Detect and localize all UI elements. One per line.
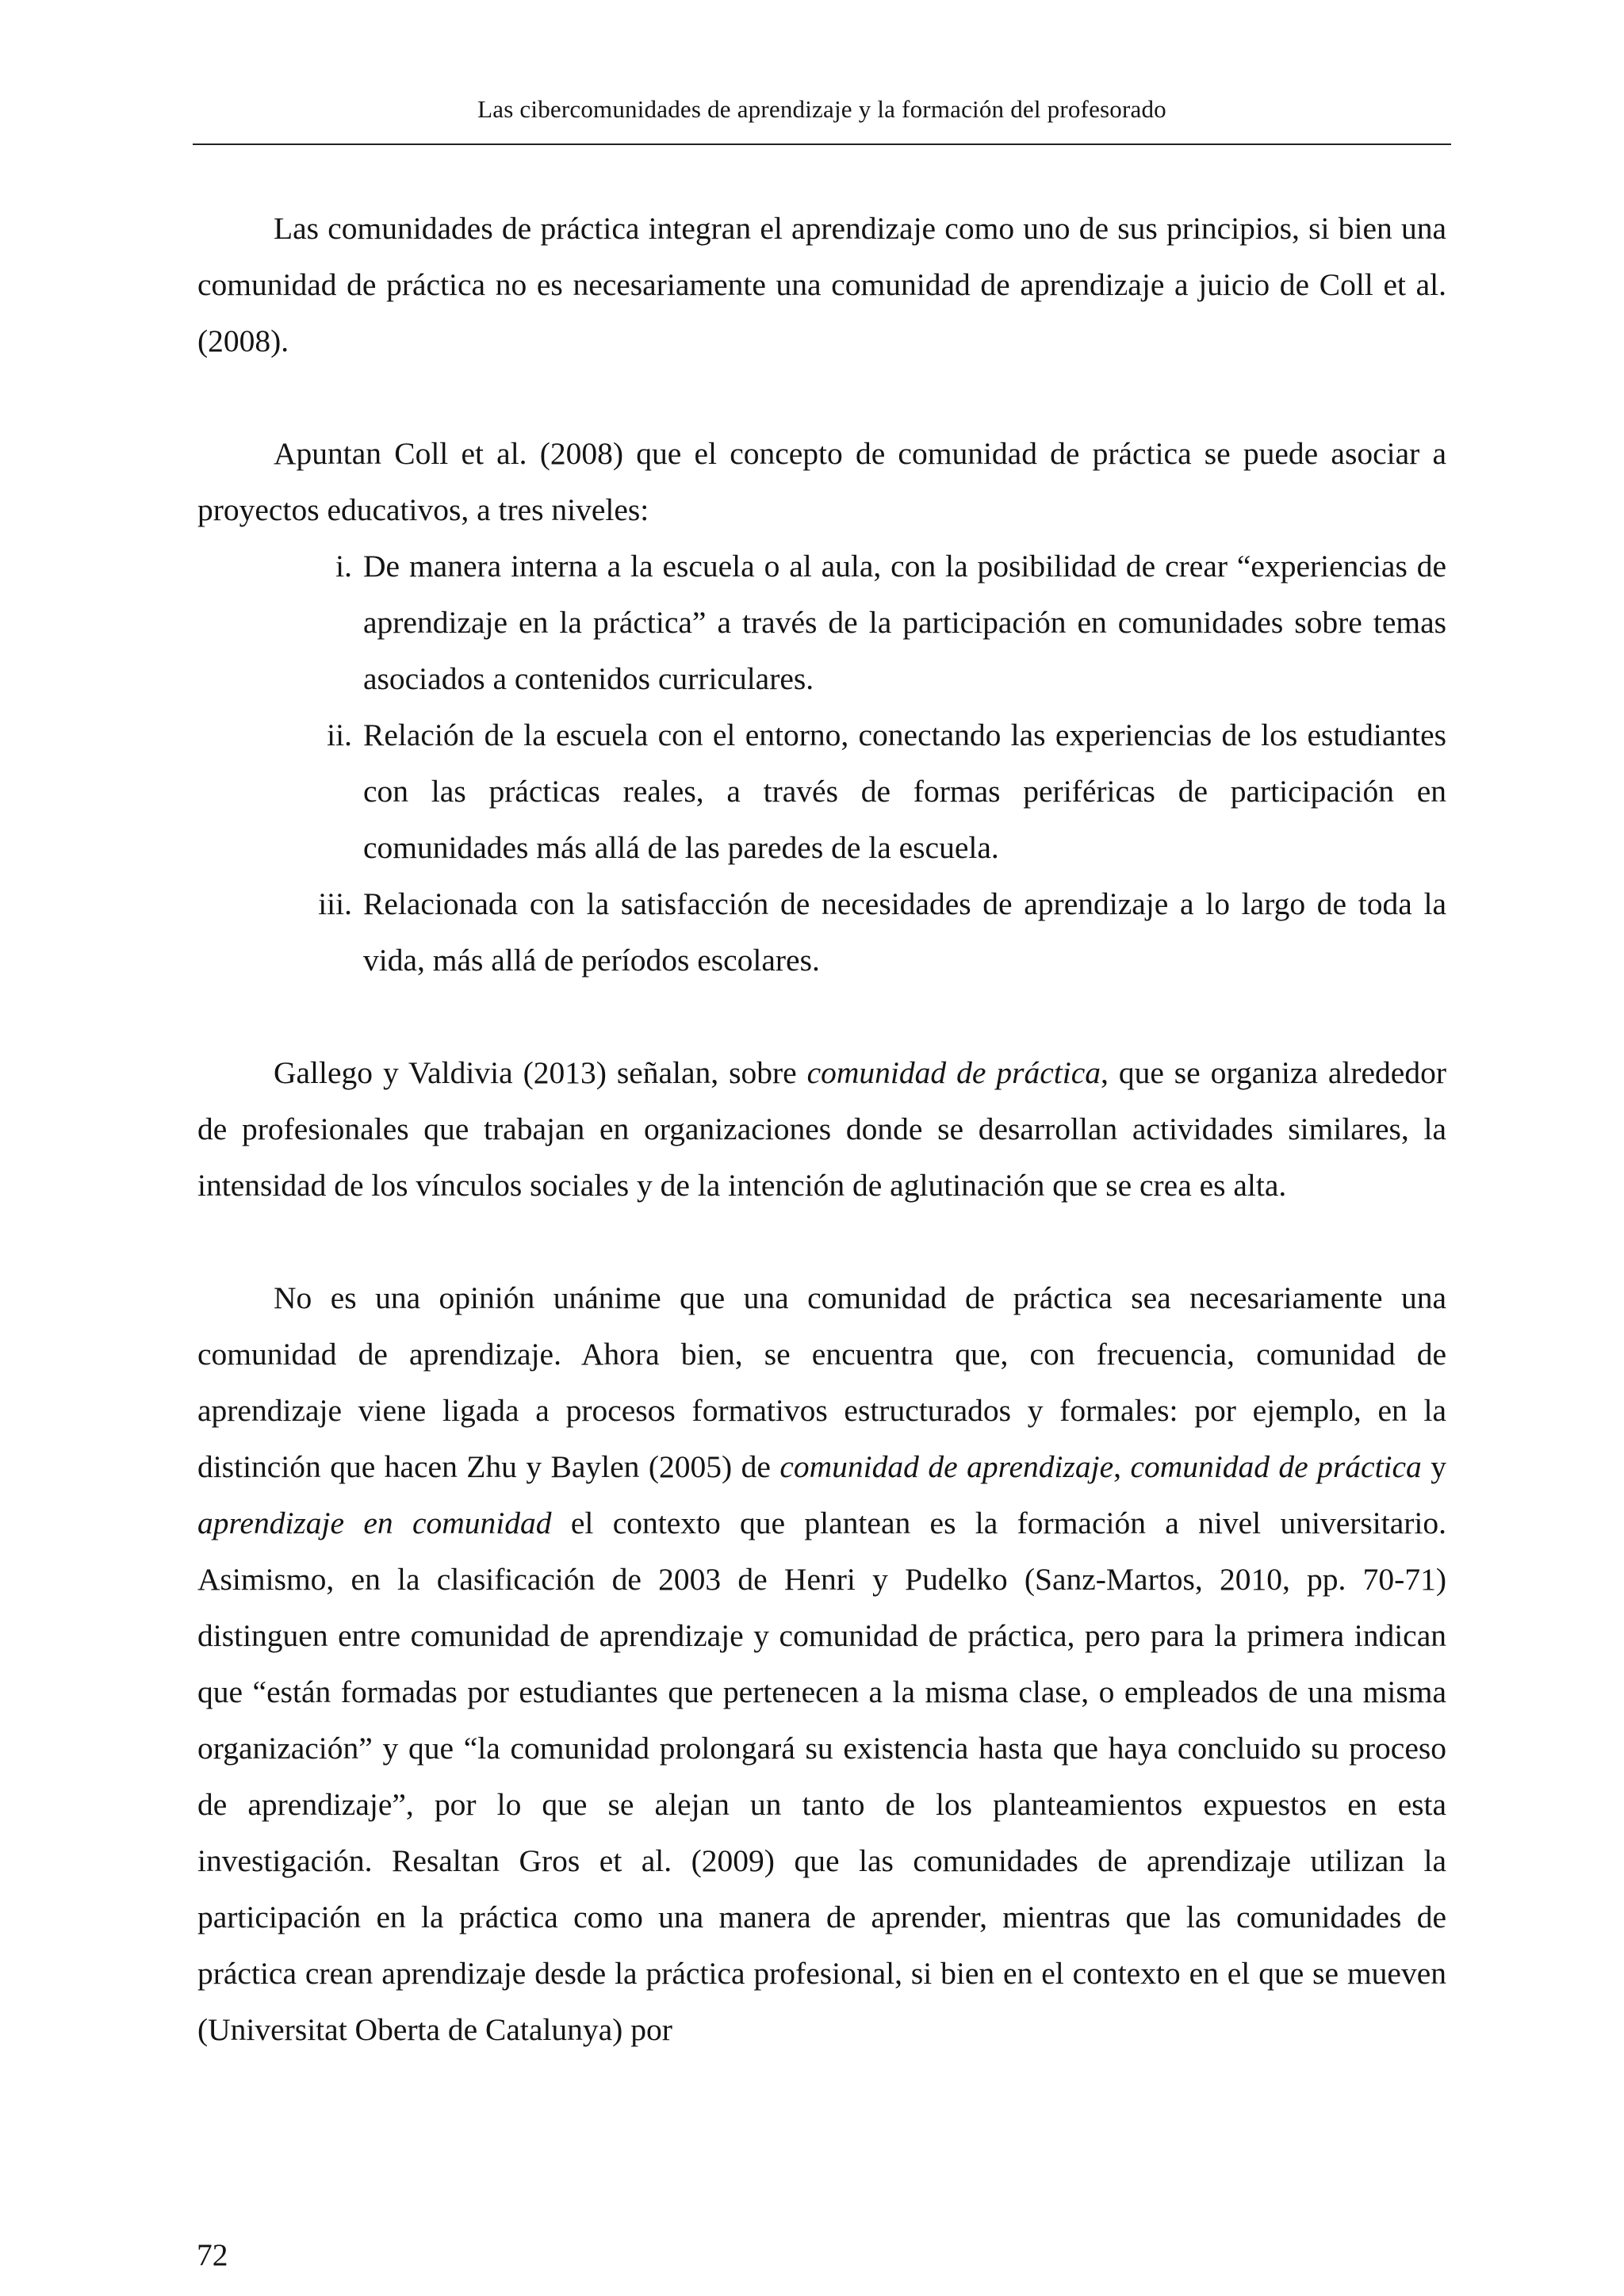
list-item (327, 707, 1446, 876)
list-item-text: Relación de la escuela con el entorno, conectando las experiencias de los estudiantes con las prácticas reales, a través de formas periféricas de participación en comunidades más allá de las paredes de la escuela. (363, 718, 1446, 865)
list-item (335, 538, 1446, 707)
italic-term: comunidad de práctica (1130, 1449, 1422, 1484)
text-run: No es una opinión unánime que una comunidad de práctica sea necesariamente una comunidad de aprendizaje. Ahora bien, se encuentra que, con frecuencia, comunidad de aprendizaje viene ligada a procesos formativos estructurados y formales: por ejemplo, en la distinción que hacen Zhu y Baylen (2005) de (197, 1280, 1446, 1484)
text-run: Gallego y Valdivia (2013) señalan, sobre (274, 1055, 807, 1090)
paragraph-2: Apuntan Coll et al. (2008) que el concepto de comunidad de práctica se puede asociar a proyectos educativos, a tres niveles: (197, 436, 1446, 527)
list-item-text: Relacionada con la satisfacción de necesidades de aprendizaje a lo largo de toda la vida, más allá de períodos escolares. (363, 886, 1446, 978)
levels-list (197, 538, 1446, 989)
italic-term: comunidad de aprendizaje (779, 1449, 1114, 1484)
paragraph-1: Las comunidades de práctica integran el aprendizaje como uno de sus principios, si bien una comunidad de práctica no es necesariamente una comunidad de aprendizaje a juicio de Coll et al. (2008). (197, 211, 1446, 358)
list-marker: i. (335, 549, 352, 584)
list-item-text: De manera interna a la escuela o al aula, con la posibilidad de crear “experiencias de aprendizaje en la práctica” a través de la participación en comunidades sobre temas asociados a contenidos curriculares. (363, 549, 1446, 696)
list-item (318, 876, 1446, 989)
paragraph-3 (197, 1045, 1446, 1214)
body-text (197, 201, 1446, 2058)
text-run: y (1421, 1449, 1446, 1484)
italic-term: comunidad de práctica (806, 1055, 1101, 1090)
header-rule (193, 144, 1451, 145)
text-run: , que se organiza alrededor de profesionales que trabajan en organizaciones donde se desarrollan actividades similares, la intensidad de los vínculos sociales y de la intención de aglutinación que se crea es alta. (197, 1055, 1446, 1203)
text-run: el contexto que plantean es la formación a nivel universitario. Asimismo, en la clasificación de 2003 de Henri y Pudelko (Sanz-Martos, 2010, pp. 70-71) distinguen entre comunidad de aprendizaje y comunidad de práctica, pero para la primera indican que “están formadas por estudiantes que pertenecen a la misma clase, o empleados de una misma organización” y que “la comunidad prolongará su existencia hasta que haya concluido su proceso de aprendizaje”, por lo que se alejan un tanto de los planteamientos expuestos en esta investigación. Resaltan Gros et al. (2009) que las comunidades de aprendizaje utilizan la participación en la práctica como una manera de aprender, mientras que las comunidades de práctica crean aprendizaje desde la práctica profesional, si bien en el contexto en el que se mueven (Universitat Oberta de Catalunya) por (197, 1506, 1446, 2047)
text-run: , (1113, 1449, 1131, 1484)
running-header: Las cibercomunidades de aprendizaje y la formación del profesorado (477, 95, 1166, 123)
italic-term: aprendizaje en comunidad (197, 1506, 552, 1540)
list-marker: ii. (327, 718, 352, 752)
list-marker: iii. (318, 886, 352, 921)
page-number: 72 (197, 2237, 228, 2272)
paragraph-4 (197, 1270, 1446, 2058)
